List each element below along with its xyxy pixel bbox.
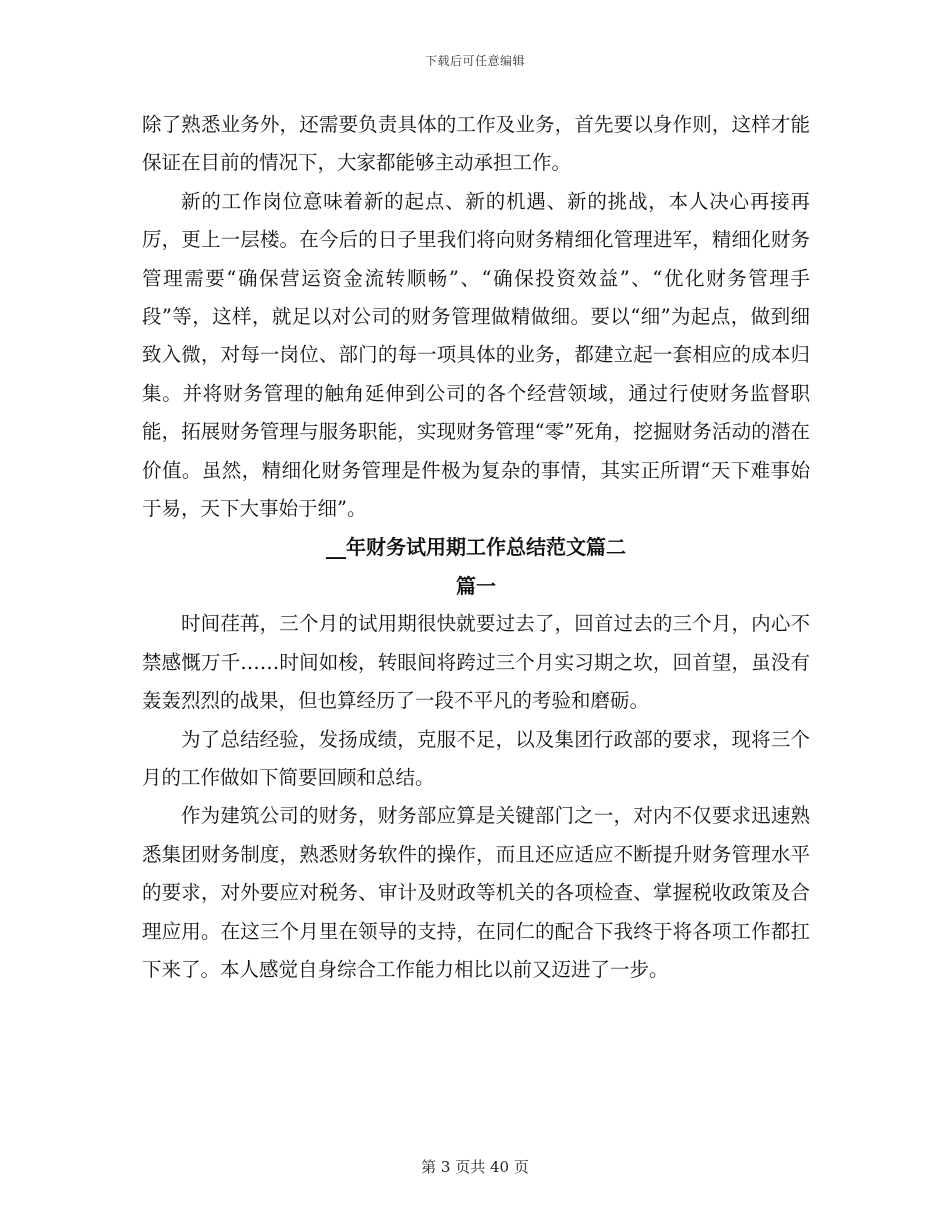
paragraph-3: 时间荏苒，三个月的试用期很快就要过去了，回首过去的三个月，内心不禁感慨万千……时间如梭，转眼间将跨过三个月实习期之坎，回首望，虽没有轰轰烈烈的战果，但也算经历了一段不平凡的考验和磨砺。 — [142, 612, 810, 713]
paragraph-1: 除了熟悉业务外，还需要负责具体的工作及业务，首先要以身作则，这样才能保证在目前的情况下，大家都能够主动承担工作。 — [142, 113, 810, 175]
paragraph-5: 作为建筑公司的财务，财务部应算是关键部门之一，对内不仅要求迅速熟悉集团财务制度，熟悉财务软件的操作，而且还应适应不断提升财务管理水平的要求，对外要应对税务、审计及财政等机关的各项检查、掌握税收政策及合理应用。在这三个月里在领导的支持，在同仁的配合下我终于将各项工作都扛下来了。本人感觉自身综合工作能力相比以前又迈进了一步。 — [142, 804, 810, 981]
page-footer: 第 3 页共 40 页 — [421, 1158, 529, 1176]
paragraph-2: 新的工作岗位意味着新的起点、新的机遇、新的挑战，本人决心再接再厉，更上一层楼。在今后的日子里我们将向财务精细化管理进军，精细化财务管理需要“确保营运资金流转顺畅”、“确保投资效益”、“优化财务管理手段”等，这样，就足以对公司的财务管理做精做细。要以“细”为起点，做到细致入微，对每一岗位、部门的每一项具体的业务，都建立起一套相应的成本归集。并将财务管理的触角延伸到公司的各个经营领域，通过行使财务监督职能，拓展财务管理与服务职能，实现财务管理“零”死角，挖掘财务活动的潜在价值。虽然，精细化财务管理是件极为复杂的事情，其实正所谓“天下难事始于易，天下大事始于细”。 — [142, 189, 810, 521]
document-body — [142, 106, 810, 989]
paragraph-4: 为了总结经验，发扬成绩，克服不足，以及集团行政部的要求，现将三个月的工作做如下简要回顾和总结。 — [142, 727, 810, 789]
page-header: 下载后可任意编辑 — [424, 54, 525, 68]
subsection-title: 篇一 — [456, 573, 496, 598]
section-title: __年财务试用期工作总结范文篇二 — [326, 535, 626, 560]
